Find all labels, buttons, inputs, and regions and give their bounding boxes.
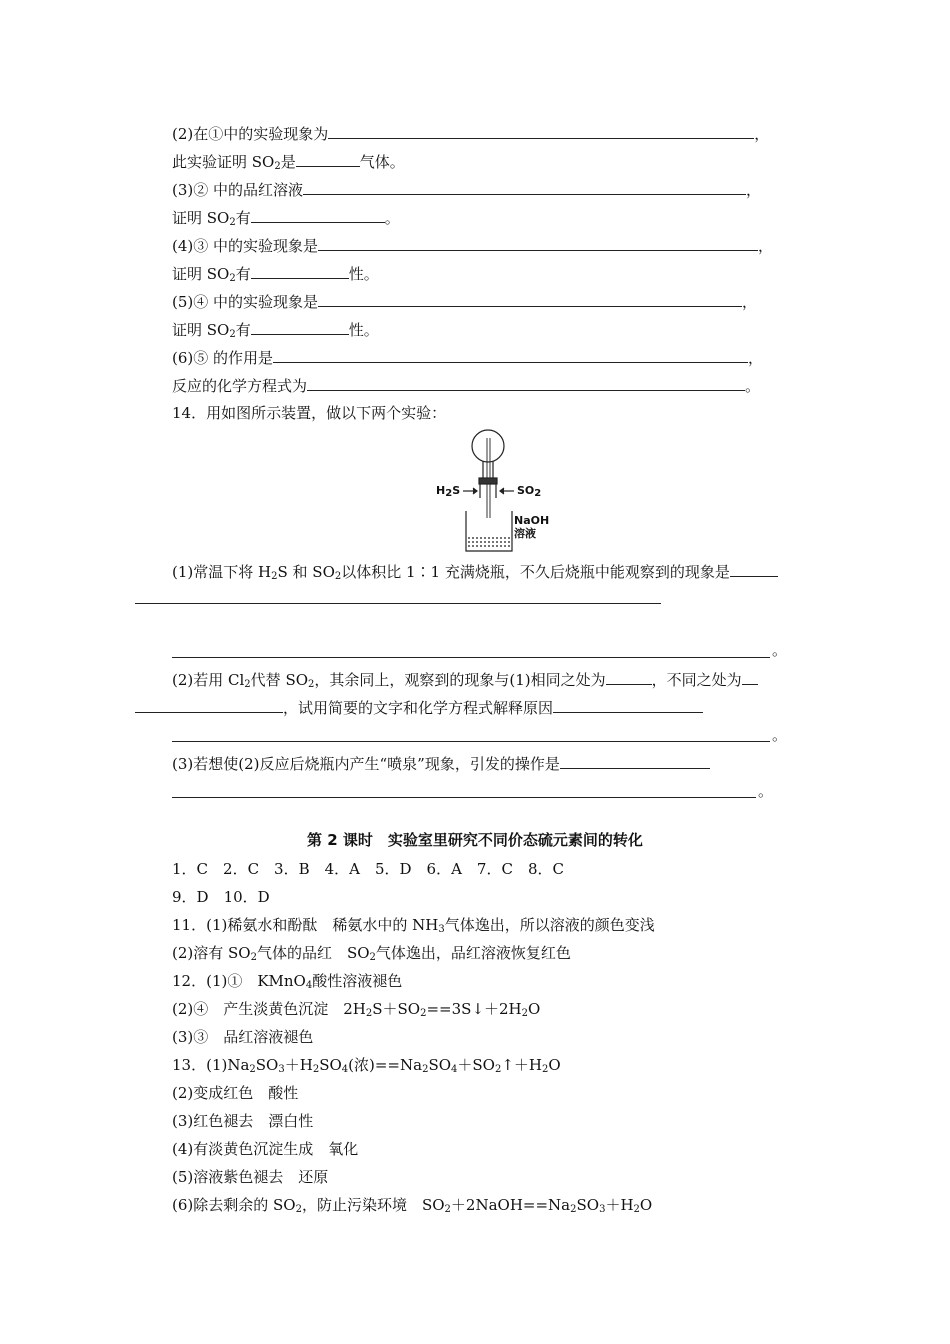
- q14-p3-end: 。: [758, 782, 774, 800]
- q13-p2-line2: 此实验证明 $SO_2$是 气体。: [172, 153, 405, 172]
- h2s-label: $H_2S$: [436, 484, 461, 499]
- answer-blank[interactable]: [742, 669, 758, 685]
- q14-p2-line2: ，试用简要的文字和化学方程式解释原因: [135, 697, 703, 718]
- so2-label: $SO_2$: [517, 484, 542, 499]
- answer-blank[interactable]: [307, 375, 745, 391]
- answer-blank[interactable]: [296, 151, 360, 167]
- answer-row: (3)③ 品红溶液褪色: [172, 1028, 314, 1046]
- answer-blank[interactable]: [135, 602, 661, 604]
- answer-blank[interactable]: [553, 697, 703, 713]
- answer-blank[interactable]: [172, 656, 770, 658]
- answer-blank[interactable]: [251, 263, 349, 279]
- answer-blank[interactable]: [251, 319, 349, 335]
- q13-p3-line2: 证明 $SO_2$有 。: [172, 209, 400, 228]
- answer-row: 9．D 10．D: [172, 888, 270, 906]
- answer-row: 11．(1)稀氨水和酚酞 稀氨水中的 $NH_3$气体逸出，所以溶液的颜色变浅: [172, 916, 655, 935]
- q13-p6-line1: (6)⑤ 的作用是 ，: [172, 349, 764, 367]
- q13-p4-line1: (4)③ 中的实验现象是 ，: [172, 237, 774, 255]
- q13-p5-line2: 证明 $SO_2$有 性。: [172, 321, 379, 340]
- answer-row: 13．$(1)Na_2SO_3+H_2SO_4$(浓)$==Na_2SO_4+SO_2↑+H_2O$: [172, 1056, 561, 1075]
- apparatus-figure: [430, 428, 560, 558]
- q13-p6-line2: 反应的化学方程式为 。: [172, 377, 761, 395]
- answer-row: (6)除去剩余的 $SO_2$，防止污染环境 $SO_2+2NaOH==Na_2SO_3+H_2O$: [172, 1196, 653, 1215]
- answer-blank[interactable]: [328, 123, 754, 139]
- q14-p1-end: 。: [772, 641, 788, 659]
- answer-row: (3)红色褪去 漂白性: [172, 1112, 314, 1130]
- answer-blank[interactable]: [172, 740, 770, 742]
- naoh-label: NaOH 溶液: [514, 514, 550, 540]
- round-flask: [472, 430, 504, 462]
- answer-row: 12．(1)① KMnO$_4$酸性溶液褪色: [172, 972, 403, 991]
- answer-blank[interactable]: [606, 669, 652, 685]
- stopper: [479, 478, 497, 484]
- answer-blank[interactable]: [303, 179, 746, 195]
- q14-p2-end: 。: [772, 726, 788, 744]
- answer-row: (2)④ 产生淡黄色沉淀 $2H_2S+SO_2==3S↓+2H_2O$: [172, 1000, 541, 1019]
- q13-p4-line2: 证明 $SO_2$有 性。: [172, 265, 379, 284]
- beaker: [466, 511, 512, 551]
- q14-p2-line1: (2)若用 $Cl_2$代替 $SO_2$，其余同上，观察到的现象与(1)相同之处为 ，不同之处为: [172, 669, 758, 690]
- answer-blank[interactable]: [172, 796, 756, 798]
- answer-row: 1．C 2．C 3．B 4．A 5．D 6．A 7．C 8．C: [172, 860, 564, 878]
- answer-blank[interactable]: [730, 561, 778, 577]
- answer-row: (5)溶液紫色褪去 还原: [172, 1168, 329, 1186]
- q13-p5-line1: (5)④ 中的实验现象是 ，: [172, 293, 758, 311]
- q14-stem: 14．用如图所示装置，做以下两个实验：: [172, 404, 447, 422]
- answer-blank[interactable]: [273, 347, 748, 363]
- q13-p3-line1: (3)② 中的品红溶液 ，: [172, 181, 762, 199]
- q14-p3-line1: (3)若想使(2)反应后烧瓶内产生“喷泉”现象，引发的操作是: [172, 753, 710, 774]
- q14-p1-line1: (1)常温下将 $H_2S$ 和 $SO_2$以体积比 1∶1 充满烧瓶，不久后烧瓶中能观察到的现象是: [172, 561, 778, 582]
- answers-title: 第 2 课时 实验室里研究不同价态硫元素间的转化: [307, 831, 643, 849]
- answer-blank[interactable]: [318, 291, 742, 307]
- answer-blank[interactable]: [560, 753, 710, 769]
- answer-blank[interactable]: [135, 697, 283, 713]
- answer-blank[interactable]: [251, 207, 385, 223]
- answer-row: (2)变成红色 酸性: [172, 1084, 299, 1102]
- answer-row: (4)有淡黄色沉淀生成 氧化: [172, 1140, 359, 1158]
- q13-p2-line1: (2)在①中的实验现象为 ，: [172, 125, 770, 143]
- answer-blank[interactable]: [318, 235, 758, 251]
- answer-row: (2)溶有 $SO_2$气体的品红 $SO_2$气体逸出，品红溶液恢复红色: [172, 944, 571, 963]
